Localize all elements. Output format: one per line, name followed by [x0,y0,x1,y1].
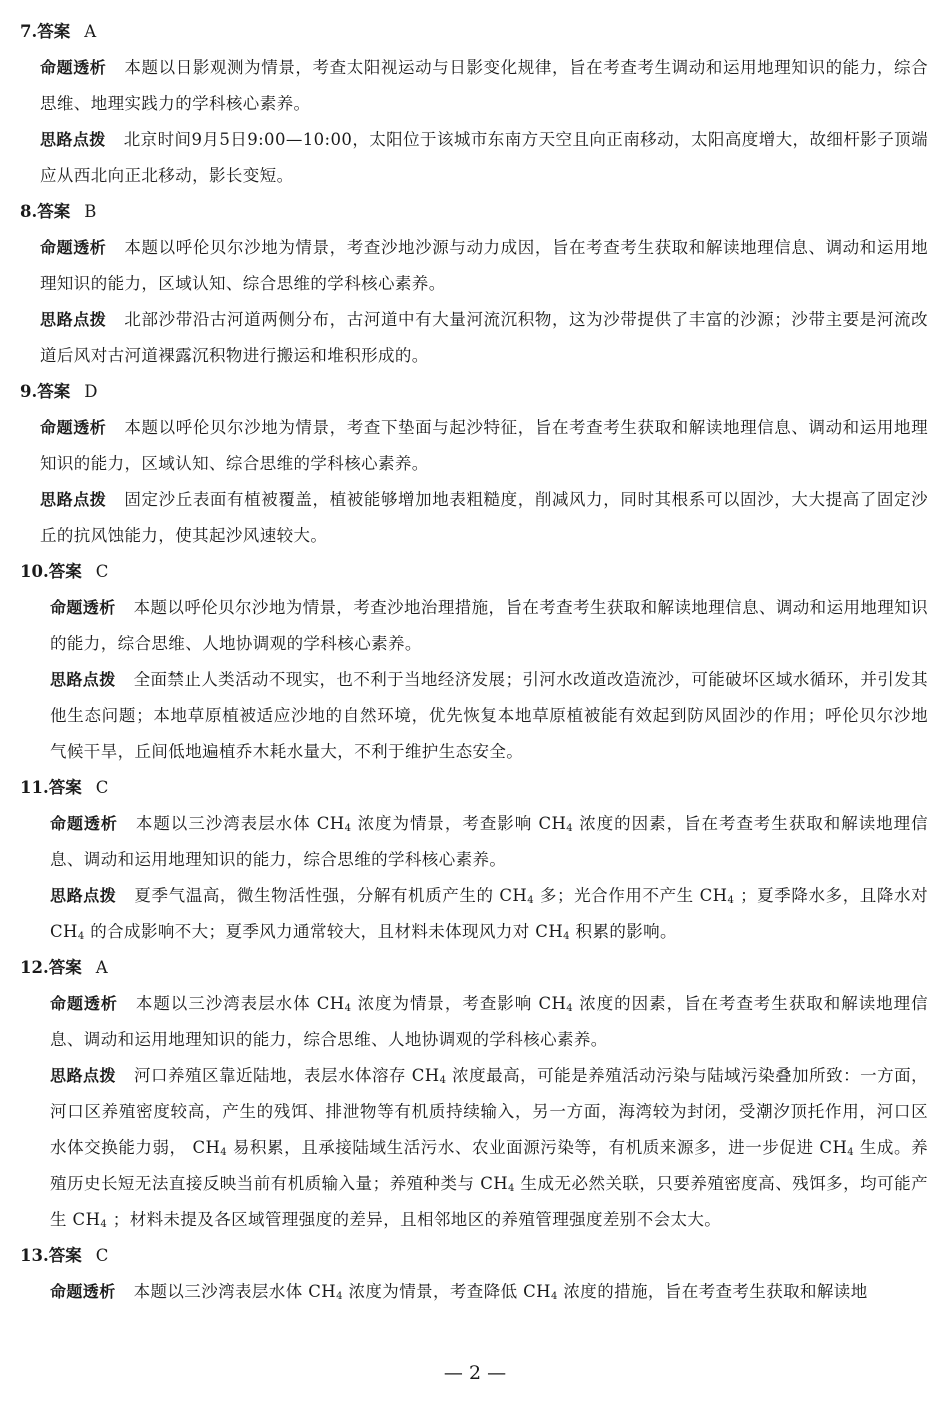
question-number: 12. [20,958,49,977]
analysis-label: 命题透析 [40,418,107,437]
analysis-paragraph [40,410,928,482]
answer-value: A [95,958,108,977]
answer-item [0,770,950,950]
analysis-label: 命题透析 [40,58,107,77]
analysis-text: 本题以呼伦贝尔沙地为情景，考查沙地治理措施，旨在考查考生获取和解读地理信息、调动和运用地理知识的能力，综合思维、人地协调观的学科核心素养。 [50,598,928,653]
answer-heading [0,554,950,590]
answer-item [0,554,950,770]
answer-value: B [84,202,97,221]
hint-label: 思路点拨 [40,130,106,149]
analysis-paragraph [50,806,928,878]
hint-label: 思路点拨 [50,1066,116,1085]
analysis-label: 命题透析 [50,1282,116,1301]
hint-text: 北部沙带沿古河道两侧分布，古河道中有大量河流沉积物，这为沙带提供了丰富的沙源；沙带主要是河流改道后风对古河道裸露沉积物进行搬运和堆积形成的。 [40,310,928,365]
analysis-label: 命题透析 [50,814,118,833]
hint-paragraph [40,122,928,194]
question-number: 11. [20,778,49,797]
answer-label: 答案 [48,562,82,581]
page-number: — 2 — [443,1362,507,1384]
answer-label: 答案 [37,382,71,401]
answer-heading [0,374,950,410]
answer-label: 答案 [48,1246,82,1265]
answer-document [0,14,950,1310]
answer-heading [0,770,950,806]
analysis-label: 命题透析 [50,598,116,617]
answer-heading [0,950,950,986]
hint-paragraph [50,878,928,950]
hint-label: 思路点拨 [40,310,107,329]
hint-paragraph [50,662,928,770]
answer-value: D [84,382,98,401]
analysis-paragraph [50,1274,928,1310]
answer-heading [0,1238,950,1274]
question-number: 9. [20,382,38,401]
hint-text: 北京时间9月5日9:00—10:00，太阳位于该城市东南方天空且向正南移动，太阳高度增大，故细杆影子顶端应从西北向正北移动，影长变短。 [40,130,928,185]
analysis-text: 本题以三沙湾表层水体 $CH_4$ 浓度为情景，考查降低 $CH_4$ 浓度的措施，旨在考查考生获取和解读地 [133,1282,868,1302]
answer-label: 答案 [48,958,82,977]
answer-item [0,14,950,194]
analysis-paragraph [40,50,928,122]
question-number: 10. [20,562,49,581]
hint-paragraph [40,482,928,554]
hint-text: 固定沙丘表面有植被覆盖，植被能够增加地表粗糙度，削减风力，同时其根系可以固沙，大大提高了固定沙丘的抗风蚀能力，使其起沙风速较大。 [40,490,928,545]
hint-text: 夏季气温高，微生物活性强，分解有机质产生的 $CH_4$ 多；光合作用不产生 $CH_4$ ；夏季降水多，且降水对 $CH_4$ 的合成影响不大；夏季风力通常较大，且材料未体现风力对 $CH_4$ 积累的影响。 [50,886,928,942]
question-number: 13. [20,1246,49,1265]
answer-value: C [95,1246,109,1265]
answer-item [0,194,950,374]
hint-paragraph [50,1058,928,1238]
answer-value: A [84,22,97,41]
answer-item [0,1238,950,1310]
hint-label: 思路点拨 [40,490,107,509]
answer-label: 答案 [37,22,71,41]
answer-label: 答案 [37,202,71,221]
analysis-label: 命题透析 [50,994,118,1013]
analysis-text: 本题以呼伦贝尔沙地为情景，考查沙地沙源与动力成因，旨在考查考生获取和解读地理信息、调动和运用地理知识的能力，区域认知、综合思维的学科核心素养。 [40,238,928,293]
analysis-text: 本题以呼伦贝尔沙地为情景，考查下垫面与起沙特征，旨在考查考生获取和解读地理信息、调动和运用地理知识的能力，区域认知、综合思维的学科核心素养。 [40,418,928,473]
hint-label: 思路点拨 [50,670,116,689]
answer-heading [0,194,950,230]
answer-value: C [95,778,109,797]
analysis-paragraph [40,230,928,302]
analysis-text: 本题以三沙湾表层水体 $CH_4$ 浓度为情景，考查影响 $CH_4$ 浓度的因素，旨在考查考生获取和解读地理信息、调动和运用地理知识的能力，综合思维、人地协调观的学科核心素养。 [50,994,929,1049]
answer-label: 答案 [48,778,82,797]
answer-value: C [95,562,109,581]
answer-item [0,950,950,1238]
analysis-text: 本题以日影观测为情景，考查太阳视运动与日影变化规律，旨在考查考生调动和运用地理知识的能力，综合思维、地理实践力的学科核心素养。 [40,58,928,113]
question-number: 7. [20,22,38,41]
hint-text: 全面禁止人类活动不现实，也不利于当地经济发展；引河水改道改造流沙，可能破坏区域水循环，并引发其他生态问题；本地草原植被适应沙地的自然环境，优先恢复本地草原植被能有效起到防风固沙的作用；呼伦贝尔沙地气候干旱，丘间低地遍植乔木耗水量大，不利于维护生态安全。 [50,670,928,761]
hint-label: 思路点拨 [50,886,117,905]
answer-item [0,374,950,554]
hint-text: 河口养殖区靠近陆地，表层水体溶存 $CH_4$ 浓度最高，可能是养殖活动污染与陆域污染叠加所致：一方面，河口区养殖密度较高，产生的残饵、排泄物等有机质持续输入，另一方面，海湾较为封闭，受潮汐顶托作用，河口区水体交换能力弱， $CH_4$ 易积累，且承接陆域生活污水、农业面源污染等，有机质来源多，进一步促进 $CH_4$ 生成。养殖历史长短无法直接反映当前有机质输入量；养殖种类与 $CH_4$ 生成无必然关联，只要养殖密度高、残饵多，均可能产生 $CH_4$ ；材料未提及各区域管理强度的差异，且相邻地区的养殖管理强度差别不会太大。 [50,1066,928,1230]
hint-paragraph [40,302,928,374]
analysis-text: 本题以三沙湾表层水体 $CH_4$ 浓度为情景，考查影响 $CH_4$ 浓度的因素，旨在考查考生获取和解读地理信息、调动和运用地理知识的能力，综合思维的学科核心素养。 [50,814,929,869]
question-number: 8. [20,202,38,221]
analysis-paragraph [50,986,928,1058]
analysis-label: 命题透析 [40,238,107,257]
answer-heading [0,14,950,50]
analysis-paragraph [50,590,928,662]
